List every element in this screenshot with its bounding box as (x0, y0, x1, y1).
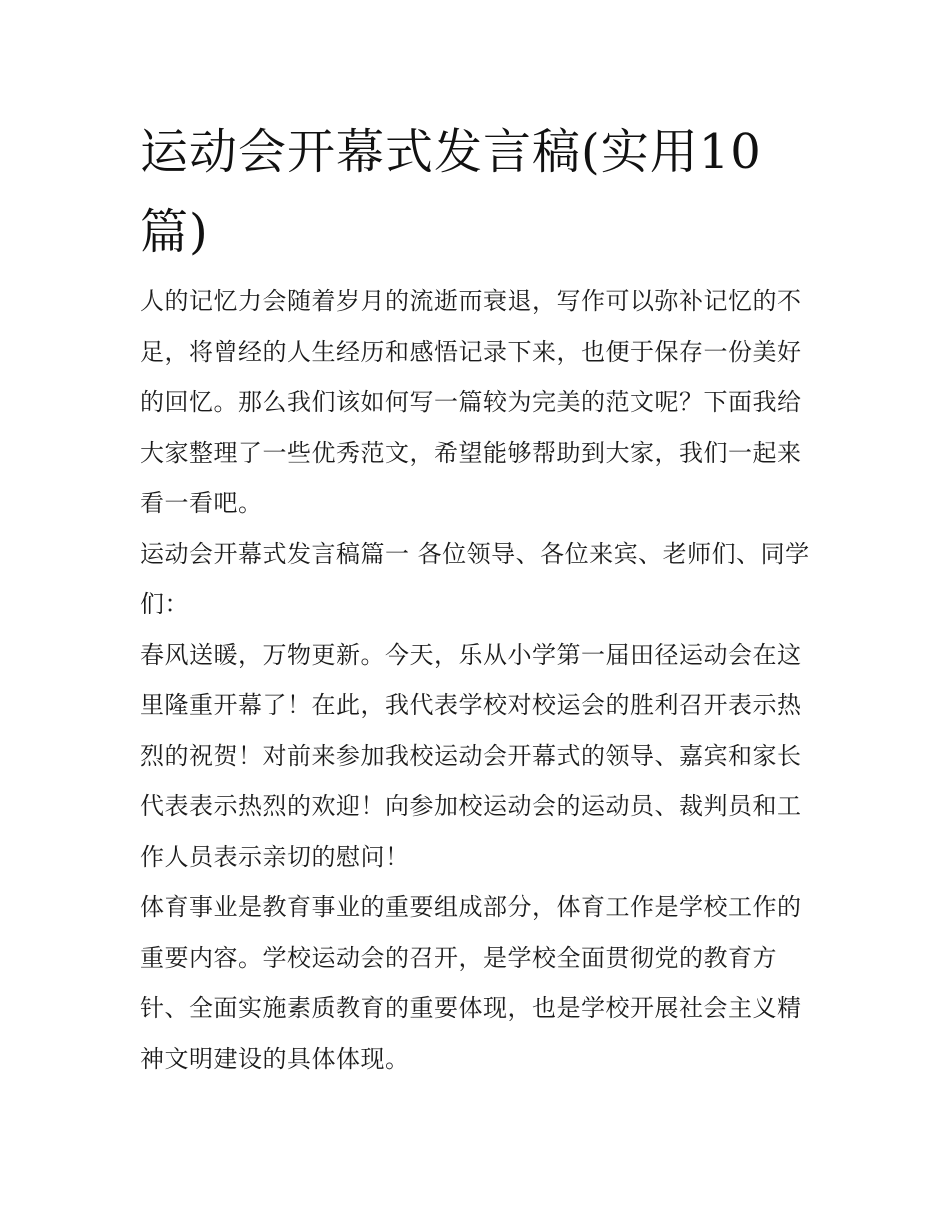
document-body (140, 276, 815, 1084)
paragraph-opening: 春风送暖，万物更新。今天，乐从小学第一届田径运动会在这里隆重开幕了！在此，我代表学校对校运会的胜利召开表示热烈的祝贺！对前来参加我校运动会开幕式的领导、嘉宾和家长代表表示热烈的欢迎！向参加校运动会的运动员、裁判员和工作人员表示亲切的慰问！ (140, 640, 802, 871)
paragraph-importance: 体育事业是教育事业的重要组成部分，体育工作是学校工作的重要内容。学校运动会的召开，是学校全面贯彻党的教育方针、全面实施素质教育的重要体现，也是学校开展社会主义精神文明建设的具体体现。 (140, 893, 802, 1073)
paragraph-greeting: 运动会开幕式发言稿篇一 各位领导、各位来宾、老师们、同学们： (140, 539, 810, 618)
paragraph-intro: 人的记忆力会随着岁月的流逝而衰退，写作可以弥补记忆的不足，将曾经的人生经历和感悟记录下来，也便于保存一份美好的回忆。那么我们该如何写一篇较为完美的范文呢？下面我给大家整理了一些优秀范文，希望能够帮助到大家，我们一起来看一看吧。 (140, 287, 802, 517)
document-title: 运动会开幕式发言稿(实用10篇) (140, 124, 762, 260)
